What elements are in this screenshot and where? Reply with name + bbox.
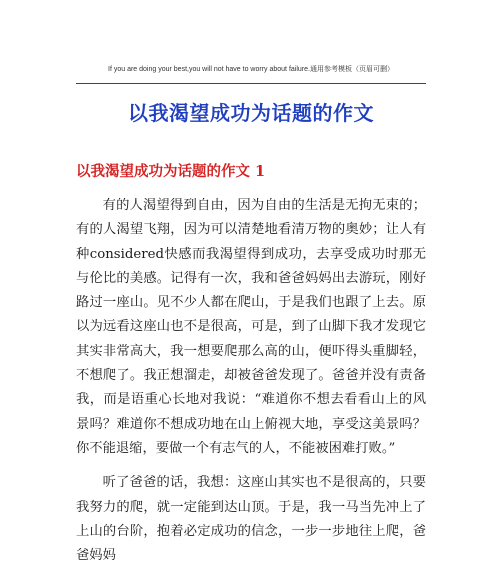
- header-divider: [76, 83, 426, 84]
- paragraph-1: 有的人渴望得到自由，因为自由的生活是无拘无束的；有的人渴望飞翔，因为可以清楚地看清万物的奥妙；让人有种considered快感而我渴望得到成功，去享受成功时那无与伦比的美感。记得有一次，我和爸爸妈妈出去游玩，刚好路过一座山。见不少人都在爬山，于是我们也跟了上去。原以为远看这座山也不是很高，可是，到了山脚下我才发现它其实非常高大，我一想要爬那么高的山，便吓得头重脚轻，不想爬了。我正想溜走，却被爸爸发现了。爸爸并没有责备我，而是语重心长地对我说：“难道你不想去看看山上的风景吗？难道你不想成功地在山上俯视大地，享受这美景吗？你不能退缩，要做一个有志气的人，不能被困难打败。”: [76, 198, 426, 456]
- document-body: [76, 194, 426, 568]
- paragraph-2: 听了爸爸的话，我想：这座山其实也不是很高的，只要我努力的爬，就一定能到达山顶。于是，我一马当先冲上了上山的台阶，抱着必定成功的信念，一步一步地往上爬，爸爸妈妈: [76, 475, 426, 564]
- page-header: If you are doing your best,you will not have to worry about failure.通用参考模板（页眉可删）: [108, 66, 394, 73]
- document-title: 以我渴望成功为话题的作文: [128, 101, 374, 125]
- section-heading: 以我渴望成功为话题的作文 1: [76, 163, 266, 180]
